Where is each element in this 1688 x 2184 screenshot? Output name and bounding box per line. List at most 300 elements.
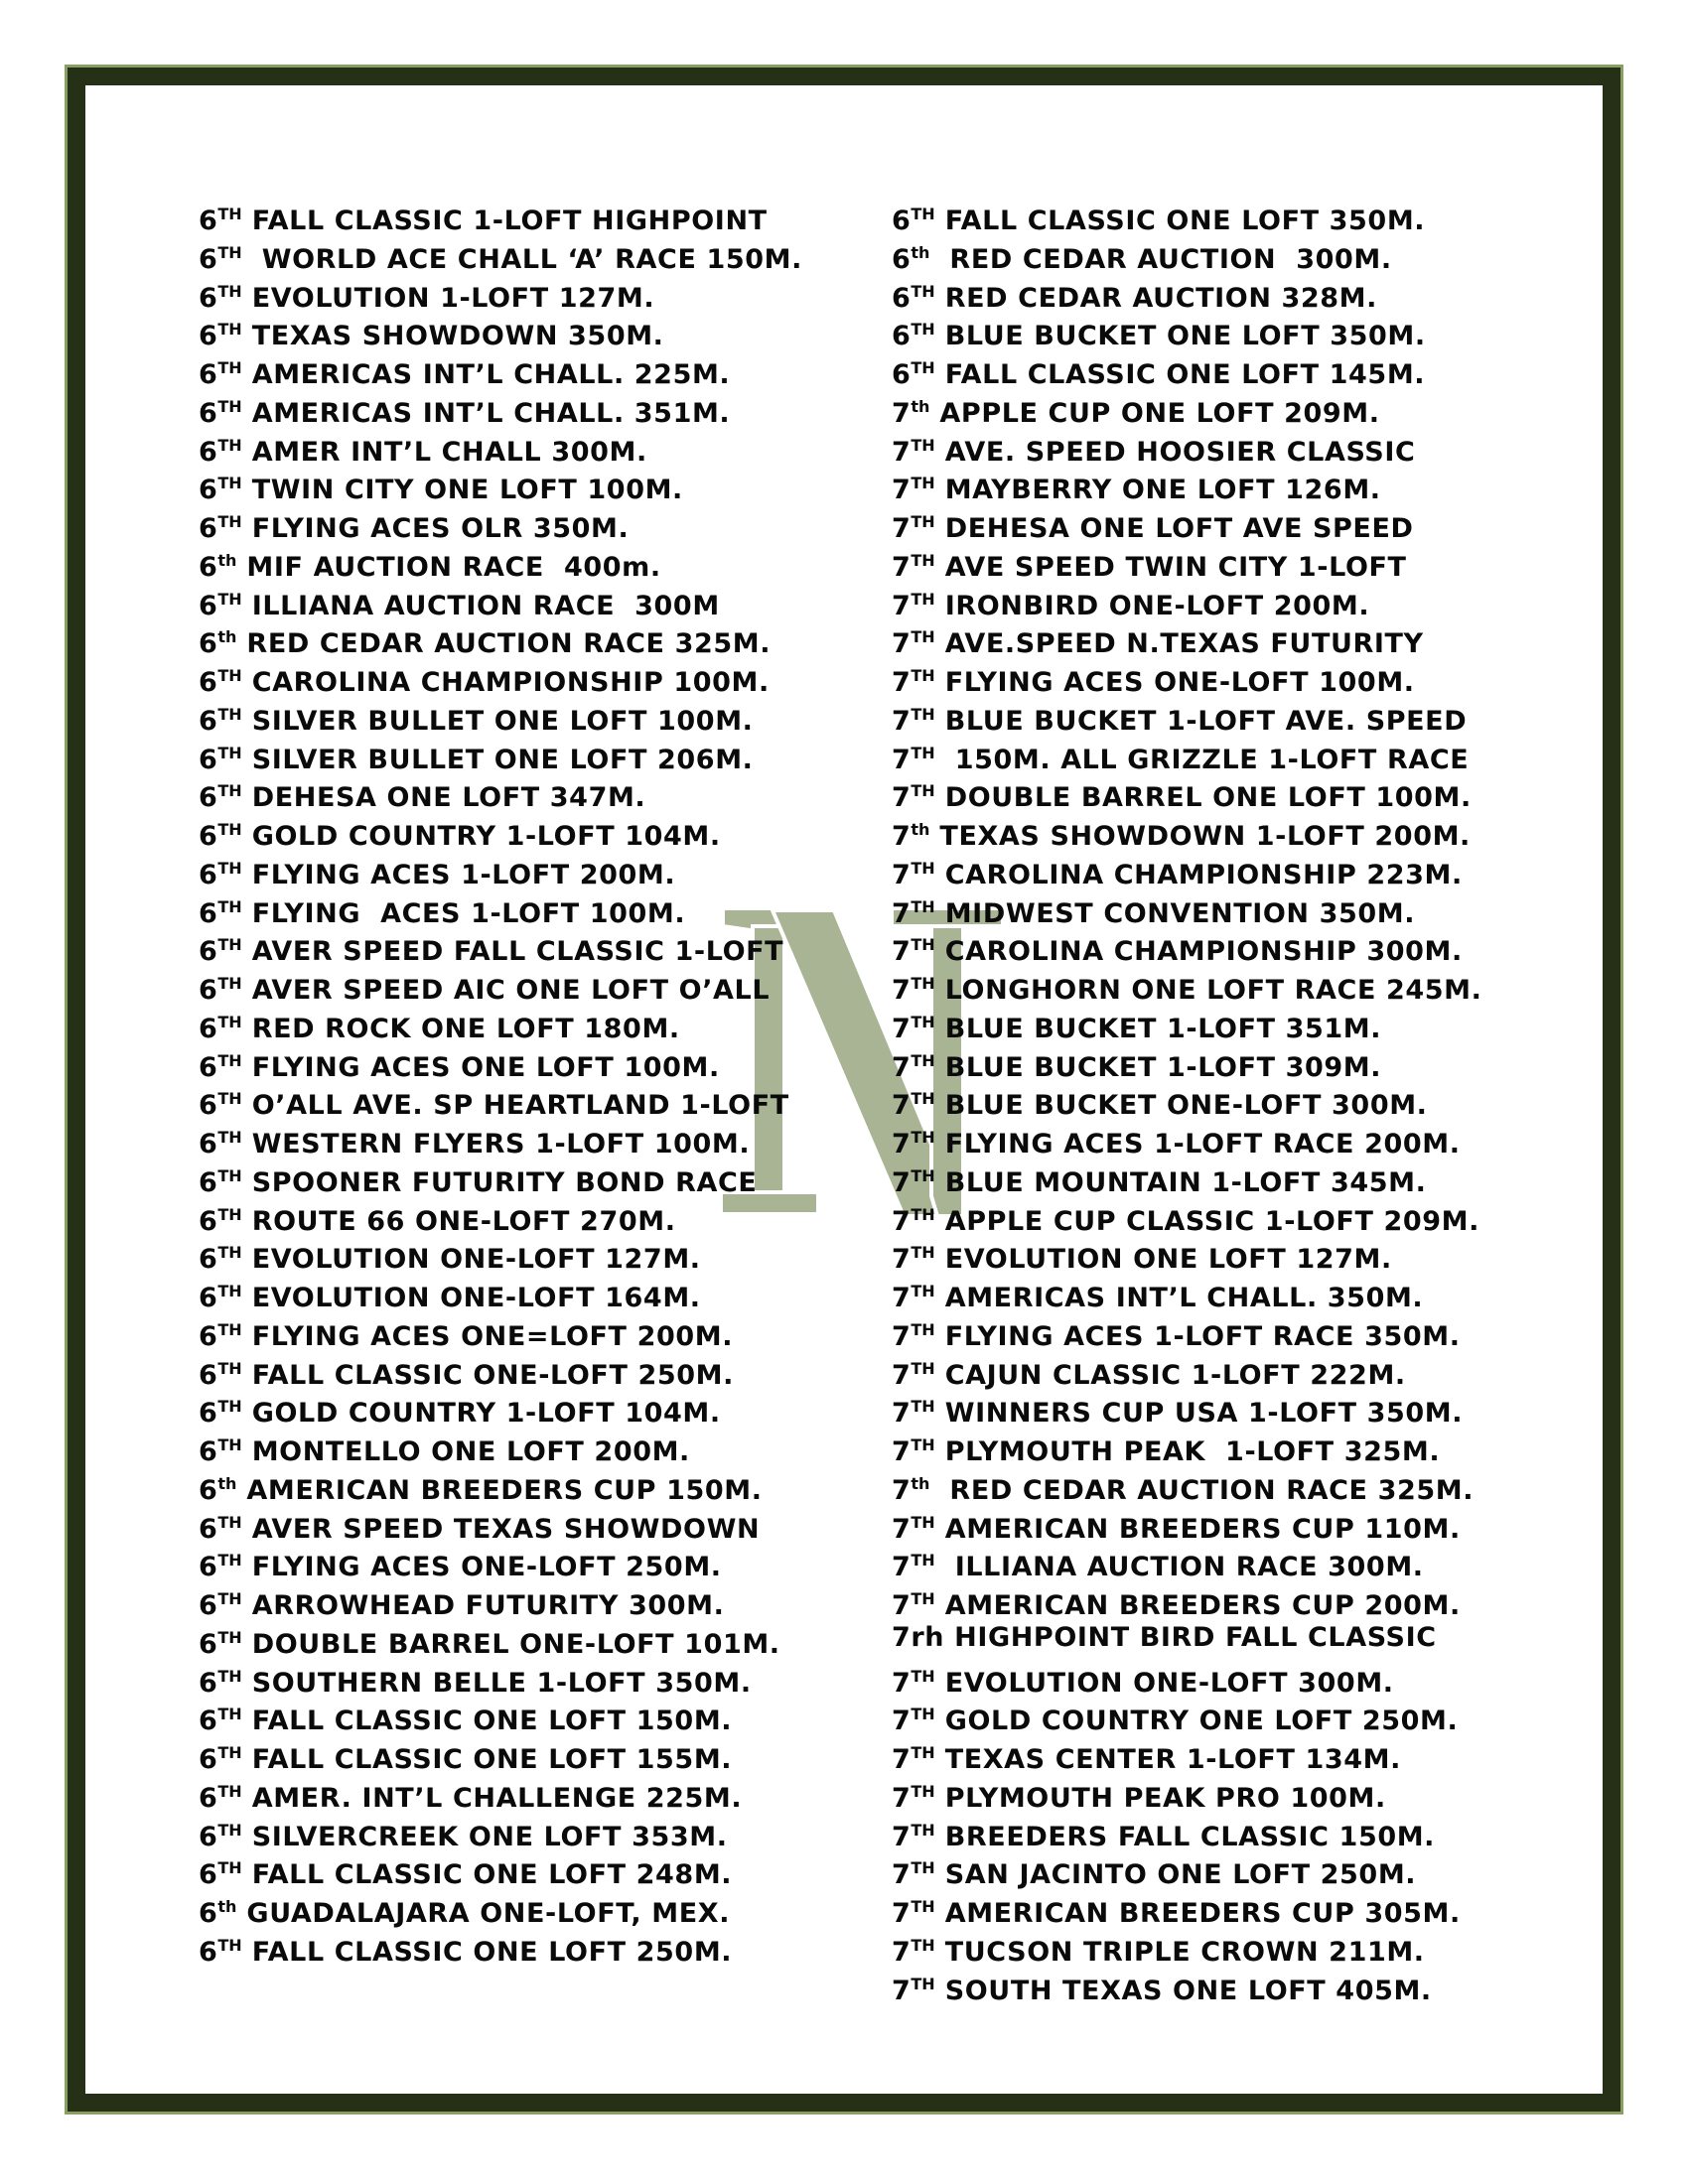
- race-name: SILVER BULLET ONE LOFT 206M.: [241, 745, 754, 775]
- placement-ordinal: 6: [199, 205, 218, 236]
- placement-ordinal: 7: [892, 1206, 912, 1237]
- race-entry: [199, 506, 629, 545]
- ordinal-suffix: TH: [217, 1397, 242, 1416]
- placement-ordinal: 6: [199, 1822, 218, 1852]
- race-name: TEXAS SHOWDOWN 350M.: [241, 321, 664, 351]
- race-name: FALL CLASSIC ONE LOFT 250M.: [241, 1937, 733, 1968]
- race-entry: [892, 1507, 1461, 1546]
- ordinal-suffix: TH: [911, 781, 935, 800]
- race-name: AMERICAS INT’L CHALL. 351M.: [241, 398, 731, 429]
- placement-ordinal: 7: [892, 1090, 912, 1121]
- race-entry: [199, 430, 647, 469]
- placement-ordinal: 6: [199, 1629, 218, 1660]
- placement-ordinal: 7: [892, 591, 912, 621]
- placement-ordinal: 7: [892, 860, 912, 890]
- ordinal-suffix: TH: [911, 974, 935, 993]
- race-entry: [892, 699, 1467, 738]
- race-entry: [892, 237, 1392, 276]
- race-entry: [199, 1776, 742, 1815]
- race-name: DEHESA ONE LOFT 347M.: [241, 782, 646, 813]
- ordinal-suffix: TH: [911, 1013, 935, 1031]
- placement-ordinal: 6: [199, 321, 218, 351]
- race-name: AVE SPEED TWIN CITY 1-LOFT: [934, 552, 1407, 583]
- placement-ordinal: 7: [892, 706, 912, 737]
- race-name: ILLIANA AUCTION RACE 300M.: [934, 1552, 1424, 1582]
- race-name: BREEDERS FALL CLASSIC 150M.: [934, 1822, 1436, 1852]
- race-name: FALL CLASSIC ONE LOFT 248M.: [241, 1859, 733, 1890]
- race-entry: [892, 1083, 1428, 1122]
- ordinal-suffix: TH: [911, 705, 935, 724]
- ordinal-suffix: TH: [911, 859, 935, 878]
- race-entry: [199, 468, 683, 506]
- placement-ordinal: 6: [892, 205, 912, 236]
- ordinal-suffix: TH: [217, 320, 242, 339]
- placement-ordinal: 6: [199, 1590, 218, 1621]
- race-entry: [199, 1583, 724, 1622]
- race-entry: [892, 430, 1415, 469]
- placement-ordinal: 6: [199, 782, 218, 813]
- ordinal-suffix: TH: [217, 1205, 242, 1224]
- ordinal-suffix: TH: [217, 397, 242, 416]
- race-name: FLYING ACES OLR 350M.: [241, 513, 630, 544]
- race-name: ILLIANA AUCTION RACE 300M: [241, 591, 720, 621]
- placement-ordinal: 7: [892, 1514, 912, 1545]
- race-entry: [892, 1776, 1386, 1815]
- race-entry: [199, 199, 768, 237]
- placement-ordinal: 7: [892, 1475, 912, 1506]
- race-name: WESTERN FLYERS 1-LOFT 100M.: [241, 1129, 751, 1160]
- race-name: PLYMOUTH PEAK PRO 100M.: [934, 1783, 1386, 1814]
- race-entry: [199, 1122, 750, 1160]
- placement-ordinal: 6: [199, 359, 218, 390]
- placement-ordinal: 6: [199, 1783, 218, 1814]
- ordinal-suffix: TH: [911, 1320, 935, 1339]
- race-name: TEXAS SHOWDOWN 1-LOFT 200M.: [929, 821, 1471, 852]
- race-name: WORLD ACE CHALL ‘A’ RACE 150M.: [241, 244, 802, 275]
- race-name: MAYBERRY ONE LOFT 126M.: [934, 475, 1381, 505]
- race-name: BLUE BUCKET 1-LOFT 309M.: [934, 1052, 1382, 1083]
- race-name: DOUBLE BARREL ONE LOFT 100M.: [934, 782, 1472, 813]
- race-entry: [199, 1430, 690, 1468]
- race-name: GOLD COUNTRY 1-LOFT 104M.: [241, 1398, 721, 1429]
- ordinal-suffix: TH: [217, 205, 242, 223]
- ordinal-suffix: TH: [217, 666, 242, 685]
- ordinal-suffix: TH: [911, 1166, 935, 1185]
- race-entry: [199, 1852, 732, 1891]
- ordinal-suffix: TH: [911, 1397, 935, 1416]
- race-entry: [199, 1276, 701, 1314]
- ordinal-suffix: TH: [911, 358, 935, 377]
- race-name: DEHESA ONE LOFT AVE SPEED: [934, 513, 1414, 544]
- placement-ordinal: 7: [892, 1321, 912, 1352]
- race-entry: [892, 314, 1426, 352]
- race-entry: [892, 584, 1369, 622]
- race-name: FLYING ACES 1-LOFT 200M.: [241, 860, 676, 890]
- ordinal-suffix: TH: [217, 1359, 242, 1378]
- ordinal-suffix: TH: [217, 935, 242, 954]
- race-name: CAROLINA CHAMPIONSHIP 100M.: [241, 667, 770, 698]
- placement-ordinal: 7: [892, 552, 912, 583]
- ordinal-suffix: TH: [217, 1936, 242, 1955]
- ordinal-suffix: TH: [911, 1667, 935, 1686]
- ordinal-suffix: TH: [911, 1551, 935, 1570]
- ordinal-suffix: TH: [911, 1743, 935, 1762]
- placement-ordinal: 6: [892, 244, 912, 275]
- ordinal-suffix: TH: [911, 1897, 935, 1916]
- race-entry: [892, 621, 1424, 660]
- ordinal-suffix: TH: [217, 820, 242, 839]
- ordinal-suffix: TH: [217, 1166, 242, 1185]
- race-entry: [892, 352, 1425, 391]
- placement-ordinal: 6: [199, 1552, 218, 1582]
- placement-ordinal: 6: [199, 1668, 218, 1699]
- race-entry: [892, 1045, 1381, 1084]
- race-entry: [892, 1353, 1406, 1392]
- placement-ordinal: 6: [199, 1360, 218, 1391]
- ordinal-suffix: TH: [911, 1858, 935, 1877]
- race-name: TEXAS CENTER 1-LOFT 134M.: [934, 1744, 1401, 1775]
- placement-ordinal: 7: [892, 1668, 912, 1699]
- placement-ordinal: 6: [199, 1244, 218, 1275]
- race-name: BLUE MOUNTAIN 1-LOFT 345M.: [934, 1167, 1427, 1198]
- race-entry: [199, 1391, 721, 1430]
- race-name: RED CEDAR AUCTION 328M.: [934, 283, 1378, 314]
- race-name: WINNERS CUP USA 1-LOFT 350M.: [934, 1398, 1464, 1429]
- placement-ordinal: 6: [199, 1206, 218, 1237]
- ordinal-suffix: TH: [217, 1513, 242, 1532]
- race-entry: [199, 1007, 680, 1045]
- race-entry: [199, 1237, 701, 1276]
- race-name: SOUTH TEXAS ONE LOFT 405M.: [934, 1976, 1432, 2006]
- race-entry: [892, 814, 1471, 853]
- placement-ordinal: 7: [892, 1744, 912, 1775]
- ordinal-suffix: th: [217, 627, 237, 646]
- race-entry: [892, 1122, 1461, 1160]
- ordinal-suffix: TH: [217, 1628, 242, 1647]
- race-name: AMERICAN BREEDERS CUP 305M.: [934, 1898, 1461, 1929]
- placement-ordinal: 7: [892, 1859, 912, 1890]
- race-name: ROUTE 66 ONE-LOFT 270M.: [241, 1206, 676, 1237]
- ordinal-suffix: TH: [217, 1667, 242, 1686]
- placement-ordinal: 6: [199, 1475, 218, 1506]
- ordinal-suffix: TH: [911, 320, 935, 339]
- race-entry: [199, 1891, 730, 1930]
- ordinal-suffix: TH: [911, 935, 935, 954]
- race-name: MONTELLO ONE LOFT 200M.: [241, 1436, 690, 1467]
- placement-ordinal: 7: [892, 1129, 912, 1160]
- race-entry: [892, 468, 1381, 506]
- race-entry: [892, 1815, 1435, 1853]
- race-entry: [199, 1930, 732, 1969]
- placement-ordinal: 6: [199, 1706, 218, 1736]
- placement-ordinal: 6: [199, 1514, 218, 1545]
- ordinal-suffix: TH: [911, 627, 935, 646]
- placement-ordinal: 7: [892, 628, 912, 659]
- placement-ordinal: 6: [199, 1898, 218, 1929]
- ordinal-suffix: TH: [911, 666, 935, 685]
- race-name: PLYMOUTH PEAK 1-LOFT 325M.: [934, 1436, 1441, 1467]
- race-entry: [199, 352, 730, 391]
- race-entry: [199, 584, 720, 622]
- placement-ordinal: 6: [199, 1436, 218, 1467]
- placement-ordinal: 7: [892, 475, 912, 505]
- ordinal-suffix: TH: [911, 1089, 935, 1108]
- ordinal-suffix: TH: [217, 1282, 242, 1300]
- race-name: EVOLUTION 1-LOFT 127M.: [241, 283, 655, 314]
- race-entry: [199, 929, 783, 968]
- race-name: EVOLUTION ONE LOFT 127M.: [934, 1244, 1392, 1275]
- placement-ordinal: 6: [199, 628, 218, 659]
- race-name: EVOLUTION ONE-LOFT 300M.: [934, 1668, 1394, 1699]
- ordinal-suffix: TH: [911, 744, 935, 762]
- ordinal-suffix: TH: [911, 474, 935, 492]
- race-entry: [892, 1468, 1474, 1507]
- ordinal-suffix: TH: [911, 590, 935, 609]
- race-name: IRONBIRD ONE-LOFT 200M.: [934, 591, 1370, 621]
- race-entry: [199, 699, 754, 738]
- race-name: BLUE BUCKET 1-LOFT 351M.: [934, 1014, 1382, 1044]
- race-name: APPLE CUP ONE LOFT 209M.: [929, 398, 1380, 429]
- race-entry: [199, 1353, 734, 1392]
- ordinal-suffix: th: [217, 1474, 237, 1493]
- race-entry: [199, 738, 754, 776]
- placement-ordinal: 7: [892, 821, 912, 852]
- race-name: FLYING ACES ONE=LOFT 200M.: [241, 1321, 734, 1352]
- ordinal-suffix: TH: [911, 282, 935, 301]
- race-name: FLYING ACES ONE LOFT 100M.: [241, 1052, 720, 1083]
- ordinal-suffix: TH: [217, 781, 242, 800]
- race-name: DOUBLE BARREL ONE-LOFT 101M.: [241, 1629, 780, 1660]
- placement-ordinal: 6: [199, 1398, 218, 1429]
- race-entry: [199, 1661, 752, 1700]
- placement-ordinal: 7: [892, 1360, 912, 1391]
- race-entry: [892, 276, 1377, 315]
- race-name: AMER INT’L CHALL 300M.: [241, 437, 647, 468]
- placement-ordinal: 6: [199, 706, 218, 737]
- race-entry: [892, 660, 1415, 699]
- race-name: CAROLINA CHAMPIONSHIP 300M.: [934, 936, 1463, 967]
- race-entry: [892, 199, 1425, 237]
- race-name: AVER SPEED TEXAS SHOWDOWN: [241, 1514, 761, 1545]
- ordinal-suffix: TH: [911, 1782, 935, 1801]
- race-name: AVE.SPEED N.TEXAS FUTURITY: [934, 628, 1424, 659]
- race-name: RED CEDAR AUCTION 300M.: [929, 244, 1392, 275]
- race-entry: [199, 1160, 757, 1199]
- ordinal-suffix: TH: [911, 1435, 935, 1454]
- ordinal-suffix: TH: [217, 1243, 242, 1262]
- ordinal-suffix: TH: [911, 1051, 935, 1070]
- placement-ordinal: 6: [892, 321, 912, 351]
- race-name: BLUE BUCKET ONE LOFT 350M.: [934, 321, 1426, 351]
- ordinal-suffix: TH: [911, 1282, 935, 1300]
- ordinal-suffix: TH: [217, 1435, 242, 1454]
- ordinal-suffix: TH: [911, 436, 935, 455]
- placement-ordinal: 6: [199, 1052, 218, 1083]
- race-name: RED CEDAR AUCTION RACE 325M.: [929, 1475, 1475, 1506]
- placement-ordinal: 6: [199, 1283, 218, 1313]
- placement-ordinal: 6: [199, 475, 218, 505]
- ordinal-suffix: TH: [217, 897, 242, 916]
- race-entry: [199, 1314, 733, 1353]
- placement-ordinal: 7: [892, 1976, 912, 2006]
- ordinal-suffix: th: [911, 397, 930, 416]
- placement-ordinal: 7rh HIGHPOINT BIRD FALL CLASSIC: [892, 1622, 1437, 1653]
- race-name: SOUTHERN BELLE 1-LOFT 350M.: [241, 1668, 752, 1699]
- race-name: RED ROCK ONE LOFT 180M.: [241, 1014, 680, 1044]
- placement-ordinal: 6: [199, 244, 218, 275]
- race-name: FALL CLASSIC ONE LOFT 150M.: [241, 1706, 733, 1736]
- race-entry: [892, 853, 1463, 891]
- race-entry: [199, 775, 645, 814]
- race-name: MIDWEST CONVENTION 350M.: [934, 898, 1416, 929]
- race-name: FALL CLASSIC ONE LOFT 155M.: [241, 1744, 733, 1775]
- ordinal-suffix: TH: [217, 1743, 242, 1762]
- race-name: TWIN CITY ONE LOFT 100M.: [241, 475, 683, 505]
- placement-ordinal: 6: [892, 283, 912, 314]
- ordinal-suffix: TH: [911, 205, 935, 223]
- placement-ordinal: 7: [892, 782, 912, 813]
- race-name: ARROWHEAD FUTURITY 300M.: [241, 1590, 725, 1621]
- race-entry: [892, 891, 1415, 930]
- placement-ordinal: 6: [199, 513, 218, 544]
- race-name: FLYING ACES ONE-LOFT 100M.: [934, 667, 1415, 698]
- race-entry: [199, 1045, 720, 1084]
- race-entry: [892, 1622, 1437, 1654]
- ordinal-suffix: TH: [911, 1513, 935, 1532]
- race-entry: [199, 660, 770, 699]
- placement-ordinal: 6: [892, 359, 912, 390]
- placement-ordinal: 7: [892, 1244, 912, 1275]
- placement-ordinal: 6: [199, 591, 218, 621]
- ordinal-suffix: TH: [217, 1821, 242, 1840]
- race-entry: [892, 1199, 1479, 1238]
- race-name: BLUE BUCKET ONE-LOFT 300M.: [934, 1090, 1428, 1121]
- ordinal-suffix: TH: [217, 859, 242, 878]
- ordinal-suffix: TH: [217, 474, 242, 492]
- race-name: FLYING ACES 1-LOFT 100M.: [241, 898, 686, 929]
- placement-ordinal: 6: [199, 552, 218, 583]
- race-name: FLYING ACES 1-LOFT RACE 350M.: [934, 1321, 1461, 1352]
- placement-ordinal: 6: [199, 667, 218, 698]
- race-name: APPLE CUP CLASSIC 1-LOFT 209M.: [934, 1206, 1479, 1237]
- ordinal-suffix: TH: [217, 1705, 242, 1723]
- race-name: FALL CLASSIC 1-LOFT HIGHPOINT: [241, 205, 768, 236]
- ordinal-suffix: TH: [911, 512, 935, 531]
- ordinal-suffix: TH: [217, 1782, 242, 1801]
- placement-ordinal: 7: [892, 1898, 912, 1929]
- race-entry: [892, 1314, 1461, 1353]
- ordinal-suffix: TH: [217, 705, 242, 724]
- placement-ordinal: 7: [892, 1014, 912, 1044]
- race-entry: [199, 1699, 732, 1737]
- race-entry: [892, 1891, 1461, 1930]
- ordinal-suffix: TH: [911, 1821, 935, 1840]
- race-entry: [199, 237, 802, 276]
- race-entry: [892, 1276, 1423, 1314]
- ordinal-suffix: TH: [911, 551, 935, 570]
- race-name: 150M. ALL GRIZZLE 1-LOFT RACE: [934, 745, 1470, 775]
- race-entry: [892, 1391, 1463, 1430]
- placement-ordinal: 7: [892, 1783, 912, 1814]
- race-entry: [892, 1969, 1432, 2007]
- race-entry: [892, 1737, 1401, 1776]
- placement-ordinal: 7: [892, 1822, 912, 1852]
- race-name: AMERICAN BREEDERS CUP 200M.: [934, 1590, 1461, 1621]
- ordinal-suffix: TH: [217, 744, 242, 762]
- ordinal-suffix: TH: [911, 1359, 935, 1378]
- placement-ordinal: 6: [199, 283, 218, 314]
- race-entry: [892, 1661, 1394, 1700]
- placement-ordinal: 7: [892, 1436, 912, 1467]
- race-name: AMERICAN BREEDERS CUP 110M.: [934, 1514, 1461, 1545]
- placement-ordinal: 6: [199, 745, 218, 775]
- ordinal-suffix: TH: [217, 512, 242, 531]
- placement-ordinal: 7: [892, 1552, 912, 1582]
- race-name: TUCSON TRIPLE CROWN 211M.: [934, 1937, 1425, 1968]
- placement-ordinal: 7: [892, 667, 912, 698]
- placement-ordinal: 6: [199, 1090, 218, 1121]
- race-entry: [892, 1237, 1392, 1276]
- ordinal-suffix: TH: [217, 1858, 242, 1877]
- race-entry: [199, 968, 770, 1007]
- ordinal-suffix: TH: [217, 282, 242, 301]
- placement-ordinal: 6: [199, 936, 218, 967]
- race-entry: [199, 276, 654, 315]
- race-name: O’ALL AVE. SP HEARTLAND 1-LOFT: [241, 1090, 789, 1121]
- race-entry: [199, 1083, 789, 1122]
- ordinal-suffix: th: [911, 243, 930, 262]
- placement-ordinal: 6: [199, 975, 218, 1006]
- race-entry: [892, 1583, 1461, 1622]
- race-name: FALL CLASSIC ONE LOFT 350M.: [934, 205, 1426, 236]
- race-entry: [892, 1007, 1381, 1045]
- race-name: SPOONER FUTURITY BOND RACE: [241, 1167, 758, 1198]
- ordinal-suffix: TH: [217, 1128, 242, 1147]
- race-name: AMERICAS INT’L CHALL. 225M.: [241, 359, 731, 390]
- race-name: RED CEDAR AUCTION RACE 325M.: [236, 628, 772, 659]
- race-entry: [199, 814, 721, 853]
- placement-ordinal: 7: [892, 898, 912, 929]
- placement-ordinal: 6: [199, 821, 218, 852]
- placement-ordinal: 7: [892, 1937, 912, 1968]
- ordinal-suffix: TH: [217, 974, 242, 993]
- placement-ordinal: 7: [892, 1052, 912, 1083]
- placement-ordinal: 6: [199, 1014, 218, 1044]
- placement-ordinal: 6: [199, 398, 218, 429]
- race-entry: [892, 1699, 1458, 1737]
- placement-ordinal: 7: [892, 513, 912, 544]
- ordinal-suffix: TH: [217, 358, 242, 377]
- placement-ordinal: 6: [199, 898, 218, 929]
- ordinal-suffix: th: [217, 551, 237, 570]
- race-name: CAJUN CLASSIC 1-LOFT 222M.: [934, 1360, 1406, 1391]
- race-entry: [199, 1737, 732, 1776]
- race-entry: [199, 1199, 676, 1238]
- race-name: SILVER BULLET ONE LOFT 100M.: [241, 706, 754, 737]
- race-entry: [892, 929, 1463, 968]
- race-entry: [199, 1468, 763, 1507]
- race-name: AMERICAS INT’L CHALL. 350M.: [934, 1283, 1424, 1313]
- ordinal-suffix: TH: [911, 897, 935, 916]
- ordinal-suffix: TH: [217, 590, 242, 609]
- race-entry: [199, 1545, 722, 1583]
- placement-ordinal: 6: [199, 437, 218, 468]
- race-entry: [199, 1815, 728, 1853]
- ordinal-suffix: TH: [911, 1589, 935, 1608]
- placement-ordinal: 6: [199, 1744, 218, 1775]
- ordinal-suffix: TH: [911, 1243, 935, 1262]
- race-entry: [892, 1852, 1416, 1891]
